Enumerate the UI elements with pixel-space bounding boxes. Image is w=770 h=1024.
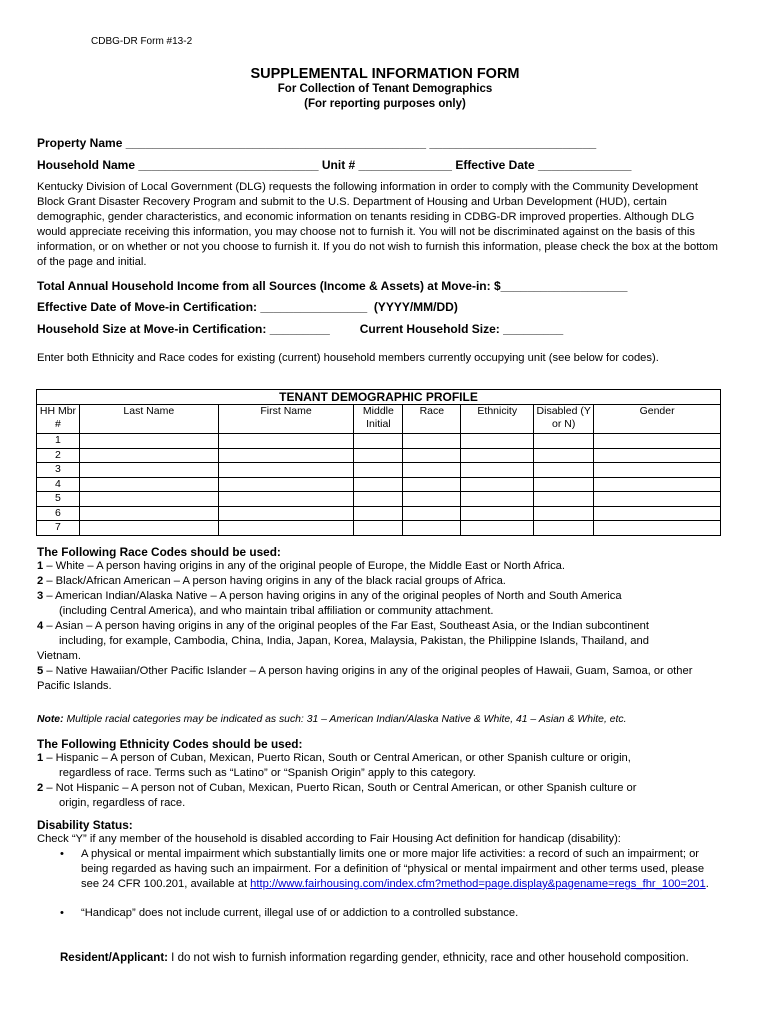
table-cell[interactable] xyxy=(354,506,403,521)
table-cell[interactable] xyxy=(354,521,403,536)
table-cell[interactable] xyxy=(79,434,218,449)
disability-definition: A physical or mental impairment which substantially limits one or more major life activities: a record of such an impairment; or being regarded as having such an impairment. For a definition of “physical or mental impairment and other terms used, please see 24 CFR 100.201, available at xyxy=(81,848,705,890)
table-row xyxy=(37,506,721,521)
bullet-icon: • xyxy=(60,848,64,860)
table-cell[interactable] xyxy=(534,506,594,521)
table-cell[interactable] xyxy=(403,448,461,463)
form-subtitle: For Collection of Tenant Demographics xyxy=(277,83,493,95)
header-middle-initial: Middle Initial xyxy=(354,405,403,434)
race-code-text: – Asian – A person having origins in any of the original peoples of the Far East, Southeast Asia, or the Indian subcontinent xyxy=(43,620,649,632)
table-row xyxy=(37,448,721,463)
form-title: SUPPLEMENTAL INFORMATION FORM xyxy=(250,66,520,82)
table-cell[interactable] xyxy=(218,506,354,521)
table-cell[interactable] xyxy=(403,492,461,507)
table-cell[interactable] xyxy=(594,448,721,463)
income-field[interactable]: Total Annual Household Income from all Sources (Income & Assets) at Move-in: $___________________ xyxy=(37,279,628,293)
table-cell[interactable] xyxy=(461,477,534,492)
disability-bullet xyxy=(60,906,725,921)
table-cell[interactable] xyxy=(354,434,403,449)
race-code-text: – Black/African American – A person having origins in any of the black racial groups of Africa. xyxy=(43,575,506,587)
race-code-item xyxy=(37,589,727,619)
ethnicity-code-item xyxy=(37,751,727,781)
table-cell[interactable] xyxy=(79,521,218,536)
header-first-name: First Name xyxy=(218,405,354,434)
resident-label: Resident/Applicant: xyxy=(60,952,168,964)
row-number: 3 xyxy=(37,463,80,478)
household-name-field[interactable]: Household Name ___________________________ Unit # ______________ Effective Date ______________ xyxy=(37,158,632,172)
table-cell[interactable] xyxy=(534,448,594,463)
table-cell[interactable] xyxy=(594,492,721,507)
race-code-item xyxy=(37,559,727,574)
disability-intro: Check “Y” if any member of the household is disabled according to Fair Housing Act definition for handicap (disability): xyxy=(37,833,621,845)
table-cell[interactable] xyxy=(79,492,218,507)
table-cell[interactable] xyxy=(461,521,534,536)
ethnicity-code-continuation: regardless of race. Terms such as “Latino” or “Spanish Origin” apply to this category. xyxy=(59,767,476,779)
table-cell[interactable] xyxy=(403,463,461,478)
ethnicity-codes-heading: The Following Ethnicity Codes should be used: xyxy=(37,737,303,751)
table-cell[interactable] xyxy=(79,448,218,463)
table-row xyxy=(37,477,721,492)
note-text: Multiple racial categories may be indicated as such: 31 – American Indian/Alaska Native & White, 41 – Asian & White, etc. xyxy=(63,714,627,725)
header-ethnicity: Ethnicity xyxy=(461,405,534,434)
ethnicity-code-number: 2 xyxy=(37,782,44,794)
table-cell[interactable] xyxy=(461,492,534,507)
table-cell[interactable] xyxy=(534,434,594,449)
table-cell[interactable] xyxy=(461,506,534,521)
header-hh-mbr: HH Mbr # xyxy=(37,405,80,434)
race-code-continuation: (including Central America), and who maintain tribal affiliation or community attachment. xyxy=(59,605,494,617)
table-row xyxy=(37,492,721,507)
fair-housing-link[interactable]: http://www.fairhousing.com/index.cfm?method=page.display&pagename=regs_fhr_100=201 xyxy=(250,878,706,890)
ethnicity-code-number: 1 xyxy=(37,752,44,764)
table-cell[interactable] xyxy=(79,506,218,521)
row-number: 5 xyxy=(37,492,80,507)
bullet-icon: • xyxy=(60,907,64,919)
table-cell[interactable] xyxy=(218,521,354,536)
race-code-text: – American Indian/Alaska Native – A person having origins in any of the original peoples of North and South America xyxy=(43,590,622,602)
table-header-row xyxy=(37,405,721,434)
row-number: 1 xyxy=(37,434,80,449)
row-number: 7 xyxy=(37,521,80,536)
effective-date-field[interactable]: Effective Date of Move-in Certification: ________________ (YYYY/MM/DD) xyxy=(37,300,458,314)
table-cell[interactable] xyxy=(354,492,403,507)
table-caption: TENANT DEMOGRAPHIC PROFILE xyxy=(37,390,721,405)
ethnicity-code-text: – Hispanic – A person of Cuban, Mexican, Puerto Rican, South or Central American, or other Spanish culture or origin, xyxy=(43,752,631,764)
race-code-number: 1 xyxy=(37,560,44,572)
resident-text: I do not wish to furnish information regarding gender, ethnicity, race and other household composition. xyxy=(167,952,689,964)
race-code-number: 5 xyxy=(37,665,44,677)
race-code-number: 3 xyxy=(37,590,44,602)
table-cell[interactable] xyxy=(403,521,461,536)
form-id: CDBG-DR Form #13-2 xyxy=(91,36,193,47)
race-codes-heading: The Following Race Codes should be used: xyxy=(37,545,281,559)
ethnicity-code-item xyxy=(37,781,727,811)
header-last-name: Last Name xyxy=(79,405,218,434)
table-cell[interactable] xyxy=(534,492,594,507)
table-cell[interactable] xyxy=(461,448,534,463)
race-code-number: 2 xyxy=(37,575,44,587)
table-cell[interactable] xyxy=(403,506,461,521)
race-code-continuation: including, for example, Cambodia, China, India, Japan, Korea, Malaysia, Pakistan, the Philippine Islands, Thailand, and xyxy=(59,635,649,647)
handicap-exclusion: “Handicap” does not include current, illegal use of or addiction to a controlled substance. xyxy=(81,907,519,919)
row-number: 4 xyxy=(37,477,80,492)
note-label: Note: xyxy=(37,714,64,725)
codes-instruction: Enter both Ethnicity and Race codes for existing (current) household members currently occupying unit (see below for codes). xyxy=(37,352,659,364)
table-row xyxy=(37,434,721,449)
table-cell[interactable] xyxy=(461,434,534,449)
intro-paragraph: Kentucky Division of Local Government (DLG) requests the following information in order to comply with the Community Development Block Grant Disaster Recovery Program and submit to the U.S. Department of Housing and Urban Development (HUD), certain demographic, gender characteristics, and economic information on tenants residing in CDBG-DR improved properties. Although DLG would appreciate receiving this information, you may choose not to furnish it. You will not be discriminated against on the basis of this information, or on whether or not you choose to furnish it. If you do not wish to furnish this information, please check the box at the bottom of the page and initial. xyxy=(37,181,718,268)
race-code-text: – White – A person having origins in any of the original people of Europe, the Middle East or North Africa. xyxy=(43,560,565,572)
disability-status-heading: Disability Status: xyxy=(37,818,133,832)
header-gender: Gender xyxy=(594,405,721,434)
table-cell[interactable] xyxy=(218,492,354,507)
table-cell[interactable] xyxy=(534,477,594,492)
race-code-item xyxy=(37,619,727,664)
form-subtitle-note: (For reporting purposes only) xyxy=(304,98,466,110)
race-code-number: 4 xyxy=(37,620,44,632)
race-code-tail: Vietnam. xyxy=(37,650,81,662)
table-row xyxy=(37,463,721,478)
household-size-field[interactable]: Household Size at Move-in Certification: _________ Current Household Size: _________ xyxy=(37,322,564,336)
table-cell[interactable] xyxy=(79,463,218,478)
ethnicity-code-continuation: origin, regardless of race. xyxy=(59,797,186,809)
multiple-race-note xyxy=(37,714,626,725)
table-cell[interactable] xyxy=(354,463,403,478)
header-race: Race xyxy=(403,405,461,434)
header-disabled: Disabled (Y or N) xyxy=(534,405,594,434)
race-code-text: – Native Hawaiian/Other Pacific Islander – A person having origins in any of the original peoples of Hawaii, Guam, Samoa, or other Pacific Islands. xyxy=(37,665,693,692)
table-cell[interactable] xyxy=(461,463,534,478)
table-cell[interactable] xyxy=(218,448,354,463)
tenant-demographic-table xyxy=(36,389,721,536)
table-cell[interactable] xyxy=(403,434,461,449)
ethnicity-code-text: – Not Hispanic – A person not of Cuban, Mexican, Puerto Rican, South or Central American, or other Spanish culture or xyxy=(43,782,637,794)
row-number: 6 xyxy=(37,506,80,521)
row-number: 2 xyxy=(37,448,80,463)
table-cell[interactable] xyxy=(594,477,721,492)
table-cell[interactable] xyxy=(354,448,403,463)
disability-definition-end: . xyxy=(705,878,709,890)
table-cell[interactable] xyxy=(534,521,594,536)
race-code-item xyxy=(37,574,727,589)
disability-bullet xyxy=(60,847,725,892)
table-cell[interactable] xyxy=(534,463,594,478)
property-name-field[interactable]: Property Name _____________________________________________ _________________________ xyxy=(37,136,597,150)
table-cell[interactable] xyxy=(218,434,354,449)
table-cell[interactable] xyxy=(354,477,403,492)
resident-applicant-statement xyxy=(60,950,720,966)
table-cell[interactable] xyxy=(79,477,218,492)
table-cell[interactable] xyxy=(403,477,461,492)
table-cell[interactable] xyxy=(594,463,721,478)
table-cell[interactable] xyxy=(218,477,354,492)
table-cell[interactable] xyxy=(218,463,354,478)
table-cell[interactable] xyxy=(594,521,721,536)
table-cell[interactable] xyxy=(594,506,721,521)
table-row xyxy=(37,521,721,536)
table-cell[interactable] xyxy=(594,434,721,449)
race-code-item xyxy=(37,664,727,694)
